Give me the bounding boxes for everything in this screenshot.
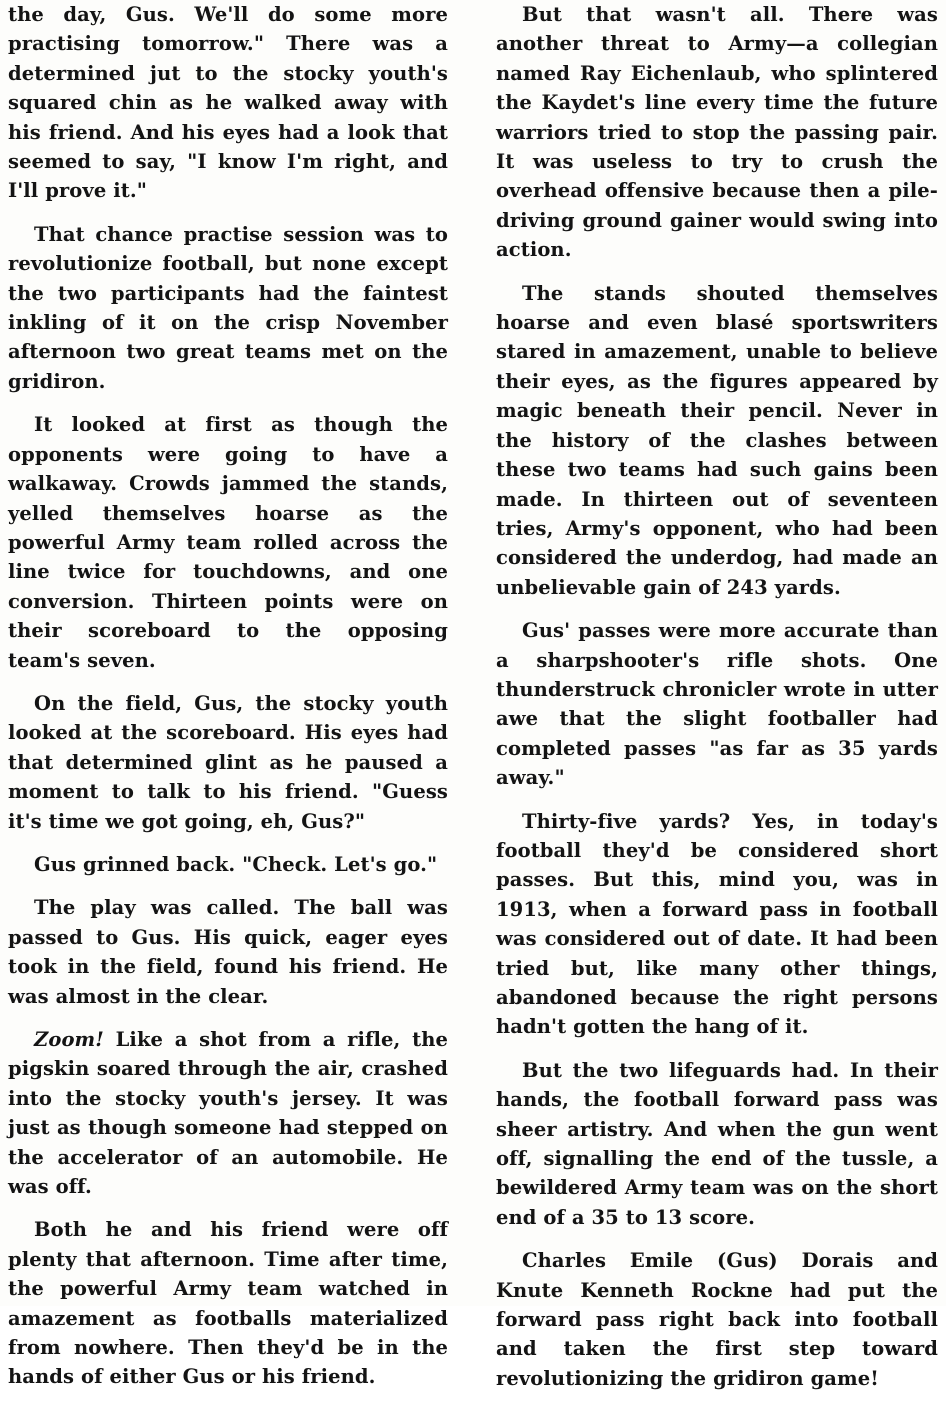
zoom-text: Like a shot from a rifle, the pigskin soared through the air, crashed into the stocky youth's jersey. It was just as though someone had stepped on the accelerator of an automobile. He was off. — [8, 1028, 448, 1199]
paragraph-stands-hoarse: The stands shouted themselves hoarse and even blasé sportswriters stared in amazement, unable to believe their eyes, as the figures appeared by magic beneath their pencil. Never in the history of the clashes between these two teams had such gains been made. In thirteen out of seventeen tries, Army's opponent, who had been considered the underdog, had made an unbelievable gain of 243 yards. — [496, 281, 938, 599]
paragraph-thirty-five-yards: Thirty-five yards? Yes, in today's football they'd be considered short passes. But this, mind you, was in 1913, when a forward pass in football was considered out of date. It had been tried but, like many other things, abandoned because the right persons hadn't gotten the hang of it. — [496, 809, 938, 1039]
paragraph-army-lead: It looked at first as though the opponents were going to have a walkaway. Crowds jammed the stands, yelled themselves hoarse as the powerful Army team rolled across the line twice for touchdowns, and one conversion. Thirteen points were on their scoreboard to the opposing team's seven. — [8, 413, 448, 672]
paragraph-zoom — [8, 1025, 448, 1201]
paragraph-lets-go: Gus grinned back. "Check. Let's go." — [34, 852, 438, 876]
paragraph-accurate-passes: Gus' passes were more accurate than a sharpshooter's rifle shots. One thunderstruck chronicler wrote in utter awe that the slight footballer had completed passes "as far as 35 yards away." — [496, 619, 938, 790]
left-text-column — [8, 0, 448, 1406]
paragraph-practise-session: That chance practise session was to revolutionize football, but none except the two participants had the faintest inkling of it on the crisp November afternoon two great teams met on the gridiron. — [8, 222, 448, 393]
paragraph-scoreboard: On the field, Gus, the stocky youth looked at the scoreboard. His eyes had that determined glint as he paused a moment to talk to his friend. "Guess it's time we got going, eh, Gus?" — [8, 691, 448, 833]
paragraph-continued: the day, Gus. We'll do some more practising tomorrow." There was a determined jut to the stocky youth's squared chin as he walked away with his friend. And his eyes had a look that seemed to say, "I know I'm right, and I'll prove it." — [8, 3, 448, 203]
paragraph-lifeguards: But the two lifeguards had. In their hands, the football forward pass was sheer artistry. And when the gun went off, signalling the end of the tussle, a bewildered Army team was on the short end of a 35 to 13 score. — [496, 1058, 938, 1229]
paragraph-eichenlaub: But that wasn't all. There was another threat to Army—a collegian named Ray Eichenlaub, who splintered the Kaydet's line every time the future warriors tried to stop the passing pair. It was useless to try to crush the overhead offensive because then a pile-driving ground gainer would swing into action. — [496, 3, 938, 262]
zoom-word: Zoom! — [34, 1028, 104, 1051]
paragraph-dorais-rockne: Charles Emile (Gus) Dorais and Knute Kenneth Rockne had put the forward pass right back into football and taken the first step toward revolutionizing the gridiron game! — [496, 1249, 938, 1390]
right-text-column — [496, 0, 938, 1407]
paragraph-play-called: The play was called. The ball was passed to Gus. His quick, eager eyes took in the field, found his friend. He was almost in the clear. — [8, 896, 448, 1008]
paragraph-off-plenty: Both he and his friend were off plenty that afternoon. Time after time, the powerful Army team watched in amazement as footballs materialized from nowhere. Then they'd be in the hands of either Gus or his friend. — [8, 1218, 448, 1389]
